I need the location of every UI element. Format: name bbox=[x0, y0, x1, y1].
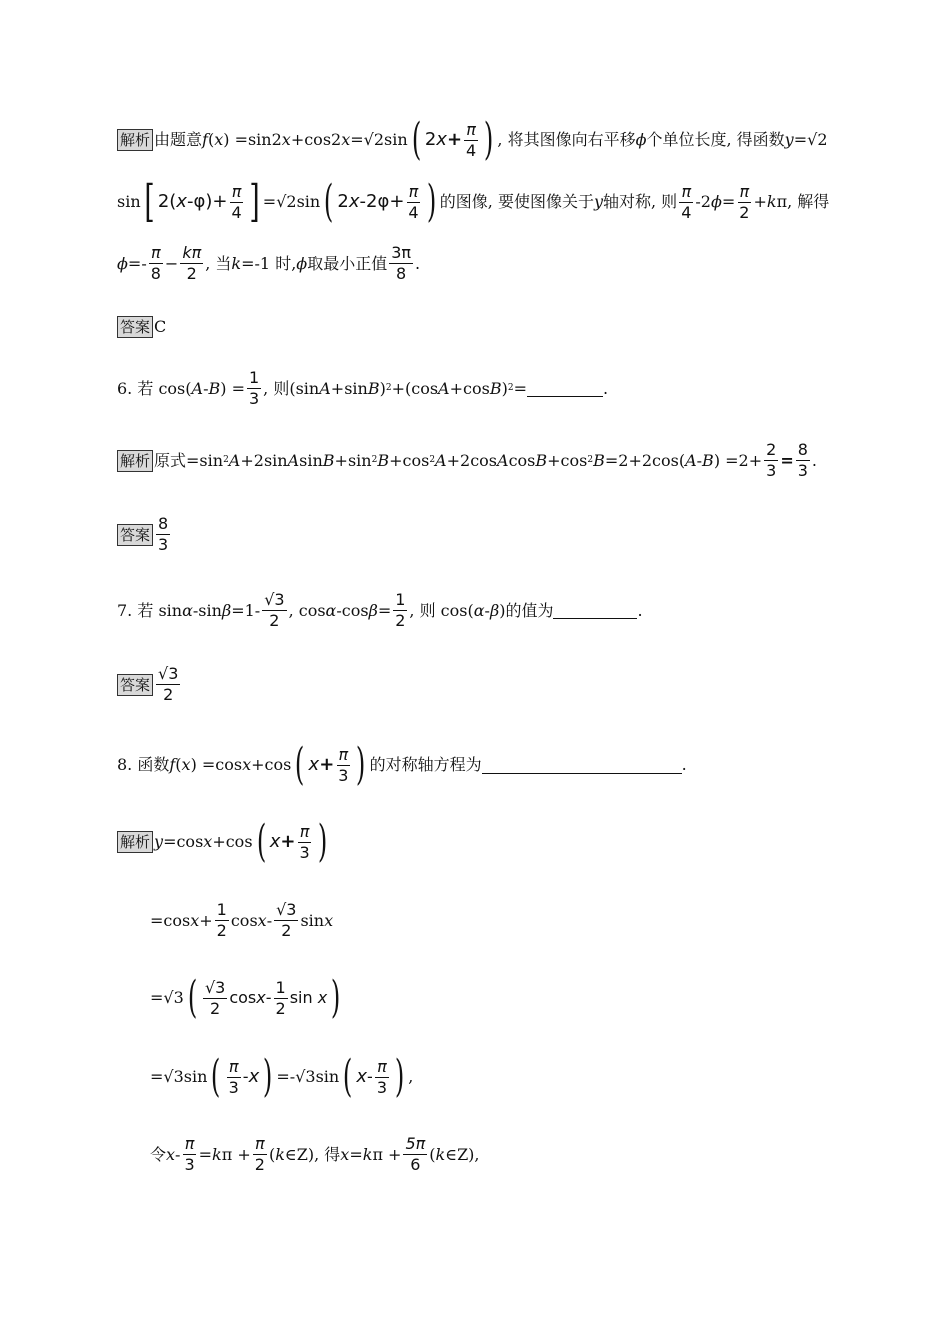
fraction: $\frac{\pi}{3}$ bbox=[184, 1134, 195, 1174]
q6-solution: 解析 原式=sin 2 A +2sin A sin B +sin 2 B +cos 2 A +2cos A cos B +cos 2 B =2+2cos( A - B ) =2+ $\frac{2}{3}$ = $\frac{8}{3}$ . bbox=[117, 440, 817, 481]
q6-answer bbox=[117, 514, 172, 555]
fraction: $\frac{\pi}{4}$ bbox=[681, 181, 692, 222]
fraction: $\frac{√3}{2}$ bbox=[264, 590, 285, 630]
fraction: $\frac{\pi}{3}$ bbox=[338, 744, 349, 785]
fraction: $\frac{k\pi}{2}$ bbox=[182, 243, 202, 283]
fraction: $\frac{3\pi}{8}$ bbox=[391, 243, 412, 283]
question-7: 7. 若 sin α -sin β =1- $\frac{√3}{2}$ , cos α -cos β = $\frac{1}{2}$ , 则 cos( α - β )的值为 . bbox=[117, 590, 643, 630]
fraction: $\frac{\pi}{2}$ bbox=[739, 181, 750, 222]
fraction: $\frac{\pi}{3}$ bbox=[228, 1056, 239, 1097]
answer-blank[interactable] bbox=[482, 757, 682, 774]
q8-solution-line-2: =cos x + $\frac{1}{2}$ cos x - $\frac{√3}{2}$ sin x bbox=[150, 900, 334, 940]
q7-answer bbox=[117, 664, 182, 705]
fraction: $\frac{√3}{2}$ bbox=[158, 664, 179, 704]
answer-tag: 答案 bbox=[117, 316, 153, 338]
q5-answer: 答案 C bbox=[117, 316, 166, 338]
question-8: 8. 函数 f ( x ) =cos x +cos ( x + $\frac{\pi}{3}$ ) 的对称轴方程为 . bbox=[117, 739, 687, 790]
question-6: 6. 若 cos( A - B ) = $\frac{1}{3}$ , 则(sin A +sin B ) 2 +(cos A +cos B ) 2 = . bbox=[117, 368, 609, 408]
fraction: $\frac{1}{2}$ bbox=[395, 590, 406, 630]
fraction: $\frac{2}{3}$ bbox=[766, 440, 777, 480]
fraction: $\frac{5\pi}{6}$ bbox=[405, 1134, 426, 1174]
fraction: $\frac{√3}{2}$ bbox=[276, 900, 297, 940]
answer-blank[interactable] bbox=[527, 380, 603, 397]
fraction: $\frac{\pi}{4}$ bbox=[231, 181, 242, 222]
q5-solution-line-3: ϕ =- $\frac{\pi}{8}$ − $\frac{k\pi}{2}$ , 当 k =-1 时, ϕ 取最小正值 $\frac{3\pi}{8}$ . bbox=[117, 243, 421, 283]
answer-blank[interactable] bbox=[553, 602, 637, 619]
fraction: $\frac{\pi}{2}$ bbox=[254, 1134, 265, 1174]
answer-tag: 答案 bbox=[117, 674, 153, 696]
fraction: $\frac{\pi}{8}$ bbox=[150, 243, 161, 283]
q5-solution-line-2: sin [ 2( x -φ)+ $\frac{\pi}{4}$ ] =√2sin ( 2 x -2φ+ $\frac{\pi}{4}$ ) 的图像, 要使图像关于 y 轴对称, 则 $\frac{\pi}{4}$ -2 ϕ = $\frac{\pi}{2}$ + k π, 解得 bbox=[117, 176, 830, 227]
fraction: $\frac{\pi}{4}$ bbox=[466, 119, 477, 160]
fraction: $\frac{\pi}{3}$ bbox=[299, 821, 310, 862]
fraction: $\frac{1}{3}$ bbox=[248, 368, 260, 408]
q8-solution-line-3: =√3 ( $\frac{√3}{2}$ cos x - $\frac{1}{2}$ sin x ) bbox=[150, 972, 341, 1023]
fraction: $\frac{8}{3}$ bbox=[158, 514, 169, 554]
fraction: $\frac{1}{2}$ bbox=[275, 977, 286, 1018]
analysis-tag: 解析 bbox=[117, 831, 153, 853]
analysis-tag: 解析 bbox=[117, 129, 153, 151]
fraction: $\frac{√3}{2}$ bbox=[204, 977, 226, 1018]
fraction: $\frac{8}{3}$ bbox=[797, 440, 808, 480]
fraction: $\frac{1}{2}$ bbox=[216, 900, 227, 940]
q8-solution-line-1: 解析 y =cos x +cos ( x + $\frac{\pi}{3}$ ) bbox=[117, 820, 331, 864]
q8-solution-line-4: =√3sin ( $\frac{\pi}{3}$ - x ) =-√3sin ( x - $\frac{\pi}{3}$ ) , bbox=[150, 1051, 414, 1102]
fraction: $\frac{\pi}{4}$ bbox=[408, 181, 419, 222]
answer-tag: 答案 bbox=[117, 524, 153, 546]
q8-solution-line-5: 令 x - $\frac{\pi}{3}$ = k π + $\frac{\pi}{2}$ ( k ∈Z), 得 x = k π + $\frac{5\pi}{6}$ ( k ∈Z), bbox=[150, 1134, 480, 1174]
q5-solution-line-1: 解析 由题意 f ( x ) =sin2 x +cos2 x =√2sin ( 2 x + $\frac{\pi}{4}$ ) , 将其图像向右平移 ϕ 个单位长度, 得函数 y =√2 bbox=[117, 118, 828, 162]
fraction: $\frac{\pi}{3}$ bbox=[376, 1056, 388, 1097]
analysis-tag: 解析 bbox=[117, 450, 153, 472]
